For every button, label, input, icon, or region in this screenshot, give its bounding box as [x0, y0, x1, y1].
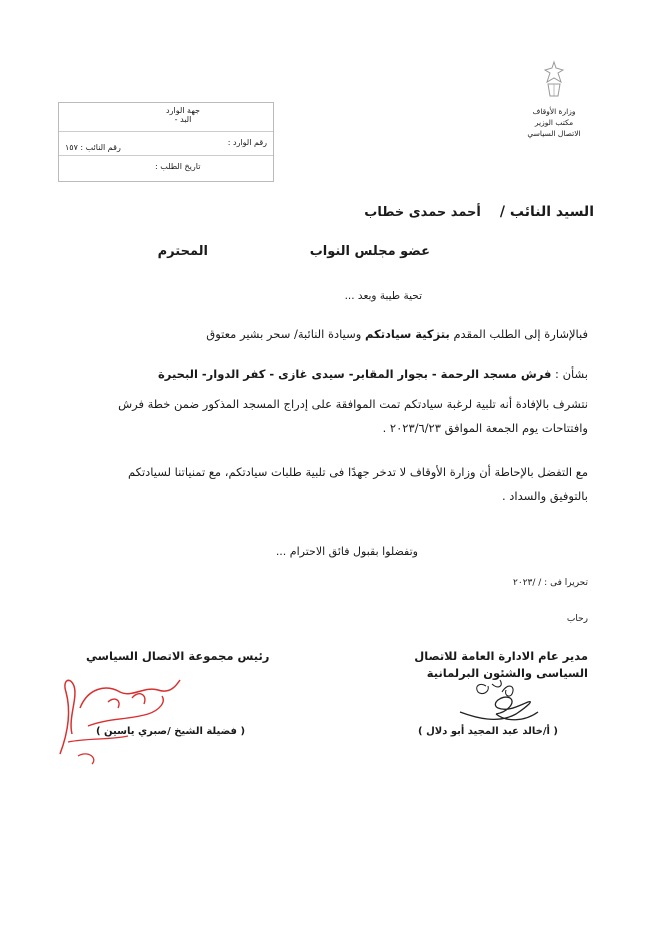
- left-signatory-name: ( فضيلة الشيخ /صبري ياسين ): [96, 726, 246, 737]
- addressee-honorific: المحترم: [157, 244, 208, 259]
- addressee-line: [364, 204, 594, 220]
- sender-label: جهة الوارد: [166, 106, 200, 115]
- reference-rest: وسيادة النائبة/ سحر بشير معتوق: [206, 327, 362, 341]
- right-signatory-name: ( أ/خالد عبد المجيد أبو دلال ): [418, 726, 558, 737]
- closing: وتفضلوا بقبول فائق الاحترام ...: [275, 545, 418, 558]
- item-label: البد -: [174, 115, 192, 124]
- addressee-title: السيد النائب /: [499, 204, 594, 220]
- reference-recommendation: بتزكية سيادتكم: [365, 327, 450, 341]
- reference-intro: فبالإشارة إلى الطلب المقدم: [453, 327, 588, 341]
- left-signature-icon: [48, 658, 188, 770]
- ministry-header: [514, 60, 594, 139]
- subject-line: [158, 362, 588, 386]
- greeting: تحية طيبة وبعد ...: [344, 290, 422, 302]
- addressee-name: أحمد حمدى خطاب: [364, 205, 481, 220]
- subject-text: فرش مسجد الرحمة - بجوار المقابر- سيدى غازى - كفر الدوار- البحيرة: [158, 367, 552, 381]
- request-date-label: تاريخ الطلب :: [155, 162, 201, 171]
- notice-line-2: وافتتاحات يوم الجمعة الموافق ٢٠٢٣/٦/٢٣ .: [382, 421, 588, 435]
- mp-number-label: رقم النائب : ١٥٧: [65, 143, 121, 152]
- info-row-date: [59, 155, 273, 180]
- ministry-name: وزارة الأوقاف: [532, 107, 576, 116]
- note-paragraph: [58, 460, 588, 508]
- left-signatory-title: رئيس مجموعة الاتصال السياسي: [86, 649, 270, 663]
- incoming-number-label: رقم الوارد :: [227, 138, 267, 147]
- notice-line-1: نتشرف بالإفادة أنه تلبية لرغبة سيادتكم تمت الموافقة على إدراج المسجد المذكور ضمن خطة فرش: [118, 397, 588, 411]
- eagle-emblem-icon: [539, 60, 569, 100]
- right-title-line-1: مدير عام الادارة العامة للاتصال: [414, 649, 588, 663]
- incoming-info-box: [58, 102, 274, 182]
- note-line-1: مع التفضل بالإحاطة أن وزارة الأوقاف لا تدخر جهدًا فى تلبية طلبات سيادتكم، مع تمنياتنا لسيادتكم: [127, 465, 588, 479]
- subject-label: بشأن :: [555, 367, 588, 381]
- reference-paragraph: [206, 322, 588, 346]
- office-name: مكتب الوزير: [534, 118, 574, 127]
- department-name: الاتصال السياسي: [527, 129, 581, 138]
- typist-name: رحاب: [566, 614, 588, 624]
- note-line-2: بالتوفيق والسداد .: [501, 489, 588, 503]
- written-on-date: تحريرا فى : / /٢٠٢٣: [513, 578, 588, 588]
- notice-paragraph: [58, 392, 588, 440]
- addressee-position: عضو مجلس النواب: [309, 244, 430, 259]
- info-row-sender: [59, 103, 273, 132]
- right-title-line-2: السياسى والشئون البرلمانية: [426, 666, 588, 680]
- right-signature-icon: [458, 672, 540, 730]
- info-row-numbers: [59, 131, 273, 156]
